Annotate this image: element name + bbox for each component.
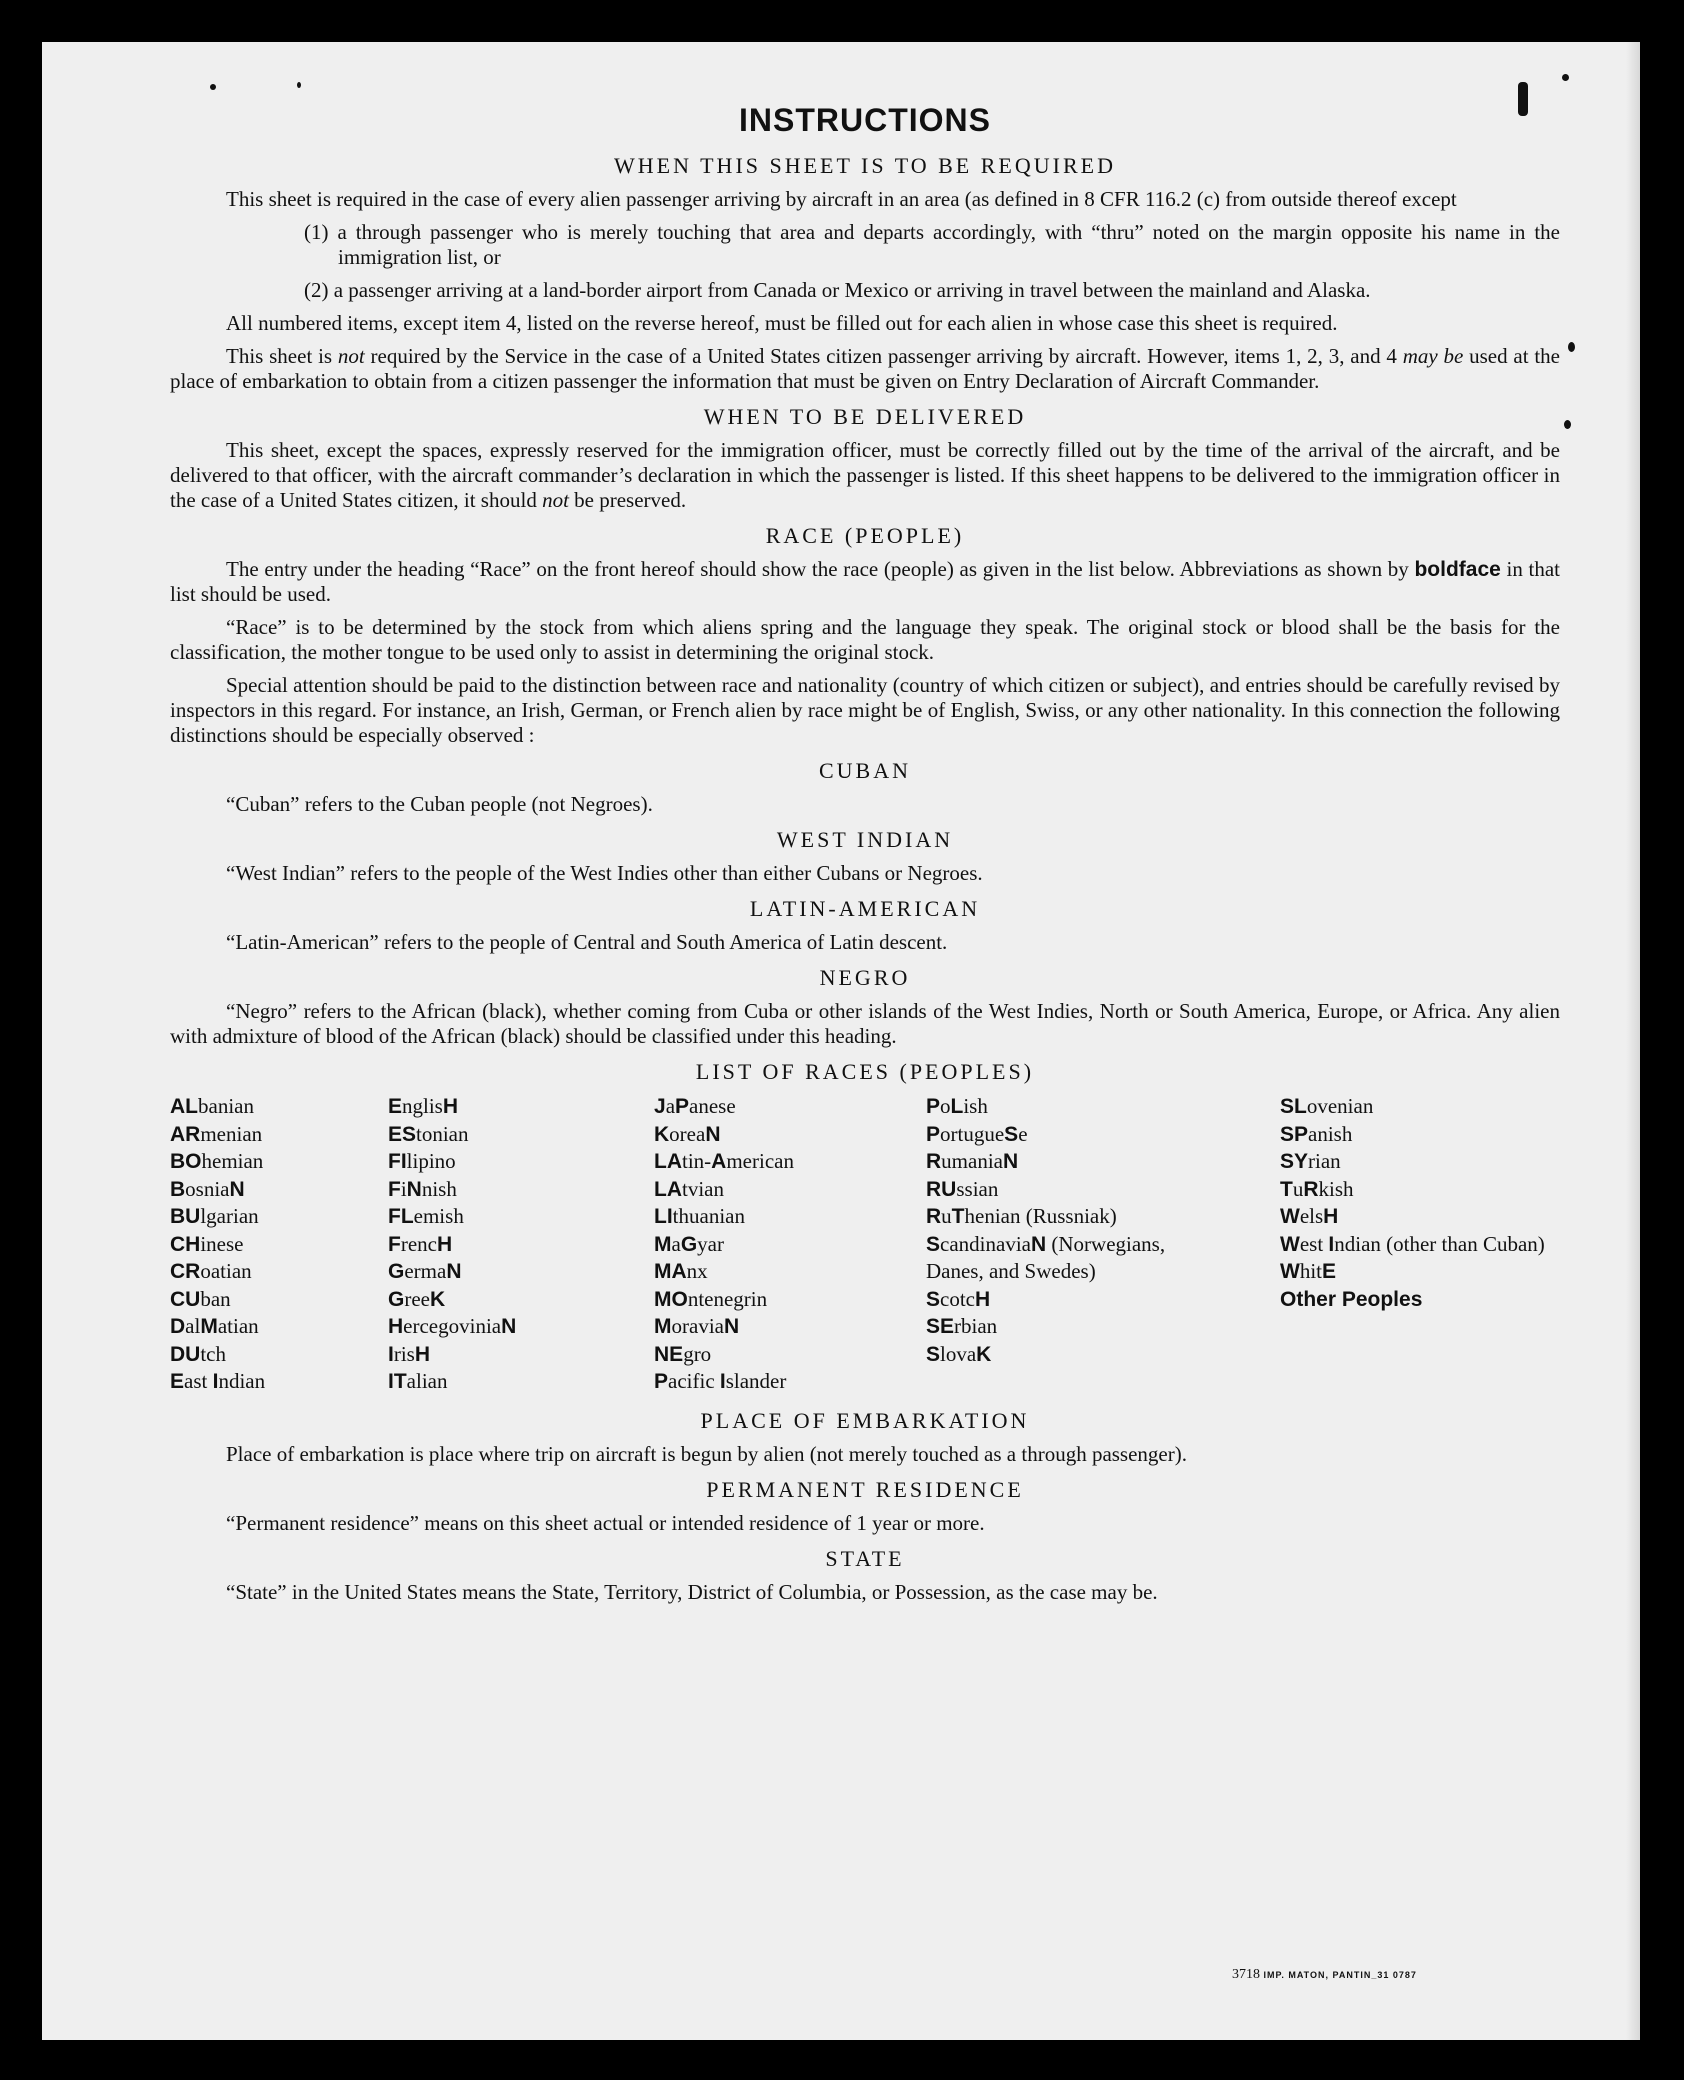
paragraph-numbered-items: All numbered items, except item 4, listed on the reverse hereof, must be filled out for each alien in whose case this sheet is required. bbox=[226, 311, 1338, 335]
speck bbox=[1568, 342, 1575, 352]
race-abbreviation: FI bbox=[388, 1150, 407, 1173]
race-entry bbox=[388, 1313, 608, 1341]
race-entry bbox=[654, 1203, 884, 1231]
race-text: tch bbox=[200, 1341, 226, 1366]
race-entry bbox=[654, 1148, 884, 1176]
race-abbreviation: N bbox=[1002, 1150, 1019, 1173]
race-text: candinavia bbox=[940, 1231, 1031, 1256]
race-abbreviation: T bbox=[1280, 1177, 1293, 1201]
race-text: ortugue bbox=[940, 1121, 1005, 1146]
race-entry bbox=[170, 1093, 370, 1121]
race-entry bbox=[388, 1203, 608, 1231]
race-text: els bbox=[1299, 1204, 1324, 1228]
race-text: anish bbox=[1308, 1121, 1353, 1146]
race-abbreviation: LA bbox=[654, 1177, 682, 1201]
race-entry bbox=[926, 1121, 1226, 1149]
paragraph-required: This sheet is required in the case of every alien passenger arriving by aircraft in an area (as defined in 8 CFR 116.2 (c) from outside thereof except bbox=[226, 187, 1457, 211]
races-column-5 bbox=[1280, 1093, 1560, 1313]
heading-race: RACE (PEOPLE) bbox=[765, 523, 965, 548]
race-abbreviation: AL bbox=[170, 1095, 198, 1118]
race-text: umania bbox=[941, 1149, 1003, 1173]
race-abbreviation: CH bbox=[170, 1232, 201, 1256]
race-abbreviation: NE bbox=[654, 1342, 684, 1366]
race-text: rian bbox=[1308, 1149, 1341, 1173]
paragraph-west-indian: “West Indian” refers to the people of the West Indies other than either Cubans or Negroes. bbox=[226, 861, 983, 885]
race-entry bbox=[926, 1176, 1226, 1204]
race-abbreviation: P bbox=[654, 1370, 669, 1393]
race-entry bbox=[1280, 1176, 1560, 1204]
race-abbreviation: G bbox=[680, 1232, 698, 1256]
race-text: ntenegrin bbox=[687, 1286, 768, 1311]
race-entry bbox=[388, 1121, 608, 1149]
race-text: lova bbox=[940, 1341, 977, 1366]
race-abbreviation: T bbox=[951, 1205, 965, 1228]
paragraph-residence: “Permanent residence” means on this sheet actual or intended residence of 1 year or more. bbox=[226, 1511, 985, 1535]
race-entry bbox=[654, 1231, 884, 1259]
race-entry bbox=[388, 1148, 608, 1176]
race-text: menian bbox=[200, 1121, 263, 1146]
race-abbreviation: P bbox=[675, 1095, 690, 1118]
race-abbreviation: I bbox=[388, 1342, 394, 1366]
paragraph-negro: “Negro” refers to the African (black), whether coming from Cuba or other islands of the West Indies, North or South America, Europe, or Africa. Any alien with admixture of blood of the African (black) should be classified under this heading. bbox=[170, 999, 1560, 1048]
race-text: i bbox=[400, 1176, 407, 1201]
heading-list-of-races: LIST OF RACES (PEOPLES) bbox=[695, 1059, 1035, 1084]
race-entry bbox=[170, 1313, 370, 1341]
race-entry bbox=[170, 1148, 370, 1176]
race-entry bbox=[1280, 1231, 1560, 1259]
race-text: lgarian bbox=[200, 1204, 259, 1228]
race-text: anese bbox=[689, 1094, 736, 1118]
instructions-content bbox=[170, 102, 1560, 1613]
paragraph-race-3: Special attention should be paid to the distinction between race and nationality (country of which citizen or subject), and entries should be carefully revised by inspectors in this regard. For instance, an Irish, German, or French alien by race might be of English, Swiss, or any other nationality. In this connection the following distinctions should be especially observed : bbox=[170, 673, 1560, 747]
race-abbreviation: P bbox=[926, 1095, 941, 1118]
race-text: ssian bbox=[956, 1176, 999, 1201]
race-entry bbox=[170, 1258, 370, 1286]
race-text: ndian bbox=[218, 1369, 266, 1393]
race-entry bbox=[926, 1203, 1226, 1231]
race-text: kish bbox=[1318, 1176, 1354, 1201]
race-abbreviation: SY bbox=[1280, 1150, 1309, 1173]
race-entry bbox=[654, 1258, 884, 1286]
speck bbox=[1562, 74, 1569, 81]
race-text: acific bbox=[668, 1369, 720, 1393]
race-abbreviation: FL bbox=[388, 1205, 414, 1228]
page-edge-shadow bbox=[1626, 42, 1640, 2040]
races-column-3 bbox=[654, 1093, 884, 1396]
race-abbreviation: H bbox=[414, 1342, 431, 1366]
race-abbreviation: S bbox=[1004, 1122, 1019, 1146]
race-text: slander bbox=[725, 1369, 787, 1393]
heading-state: STATE bbox=[825, 1546, 905, 1571]
race-text: lipino bbox=[406, 1149, 456, 1173]
race-abbreviation: H bbox=[442, 1095, 459, 1118]
paragraph-exception-1: (1) a through passenger who is merely touching that area and departs accordingly, with “thru” noted on the margin opposite his name in the immigration list, or bbox=[304, 220, 1560, 269]
race-entry bbox=[388, 1093, 608, 1121]
race-text: thuanian bbox=[672, 1204, 745, 1228]
race-entry bbox=[1280, 1148, 1560, 1176]
race-entry bbox=[170, 1286, 370, 1314]
paragraph-not-required: This sheet is not required by the Service in the case of a United States citizen passenger arriving by aircraft. However, items 1, 2, 3, and 4 may be used at the place of embarkation to obtain from a citizen passenger the information that must be given on Entry Declaration of Aircraft Commander. bbox=[170, 344, 1560, 393]
race-text: ovenian bbox=[1306, 1094, 1374, 1118]
paragraph-exception-2: (2) a passenger arriving at a land-border airport from Canada or Mexico or arriving in travel between the mainland and Alaska. bbox=[304, 278, 1371, 302]
document-sheet bbox=[42, 42, 1640, 2040]
race-abbreviation: LI bbox=[654, 1205, 673, 1228]
race-entry bbox=[1280, 1286, 1560, 1314]
race-abbreviation: S bbox=[926, 1232, 941, 1256]
race-entry bbox=[170, 1121, 370, 1149]
race-abbreviation: M bbox=[654, 1315, 672, 1338]
race-text: al bbox=[185, 1314, 201, 1338]
race-abbreviation: MO bbox=[654, 1287, 688, 1311]
race-entry bbox=[170, 1368, 370, 1396]
race-abbreviation: K bbox=[654, 1122, 670, 1146]
race-abbreviation: MA bbox=[654, 1260, 687, 1283]
race-abbreviation: N bbox=[501, 1315, 517, 1338]
race-text: ast bbox=[184, 1369, 213, 1393]
race-abbreviation: D bbox=[170, 1315, 186, 1338]
race-abbreviation: SL bbox=[1280, 1095, 1307, 1118]
race-abbreviation: DU bbox=[170, 1342, 201, 1366]
race-abbreviation: AR bbox=[170, 1122, 201, 1146]
race-abbreviation: N bbox=[406, 1177, 422, 1201]
paragraph-delivered: This sheet, except the spaces, expressly reserved for the immigration officer, must be correctly filled out by the time of the arrival of the aircraft, and be delivered to that officer, with the aircraft commander’s declaration in which the passenger is listed. If this sheet happens to be delivered to the immigration officer in the case of a United States citizen, it should not be preserved. bbox=[170, 438, 1560, 512]
paragraph-cuban: “Cuban” refers to the Cuban people (not Negroes). bbox=[226, 792, 653, 816]
race-abbreviation: R bbox=[926, 1205, 942, 1228]
race-text: yar bbox=[697, 1231, 724, 1256]
race-text: ercegovinia bbox=[403, 1314, 502, 1338]
race-abbreviation: A bbox=[711, 1150, 727, 1173]
race-abbreviation: N bbox=[446, 1260, 462, 1283]
race-abbreviation: G bbox=[388, 1260, 405, 1283]
race-abbreviation: W bbox=[1280, 1205, 1300, 1228]
race-text: henian (Russniak) bbox=[964, 1204, 1117, 1228]
race-abbreviation: F bbox=[388, 1232, 401, 1256]
speck bbox=[210, 84, 216, 90]
race-text: o bbox=[940, 1094, 951, 1118]
race-entry bbox=[388, 1341, 608, 1369]
race-text: ban bbox=[200, 1286, 231, 1311]
race-entry bbox=[1280, 1121, 1560, 1149]
race-text: tvian bbox=[682, 1176, 724, 1201]
printer-mark: IMP. MATON, PANTIN_31 0787 bbox=[1263, 1970, 1417, 1980]
race-text: alian bbox=[406, 1369, 448, 1393]
race-text: nglis bbox=[402, 1094, 443, 1118]
race-abbreviation: H bbox=[388, 1315, 404, 1338]
footer-print-mark bbox=[1232, 1967, 1417, 1983]
race-text: nish bbox=[421, 1176, 457, 1201]
heading-when-delivered: WHEN TO BE DELIVERED bbox=[703, 404, 1027, 429]
race-text: osnia bbox=[185, 1176, 230, 1201]
race-abbreviation: N bbox=[1030, 1232, 1047, 1256]
race-entry bbox=[926, 1286, 1226, 1314]
race-abbreviation: E bbox=[170, 1370, 185, 1393]
race-abbreviation: BU bbox=[170, 1205, 201, 1228]
race-entry bbox=[388, 1258, 608, 1286]
race-entry bbox=[388, 1286, 608, 1314]
race-entry bbox=[388, 1368, 608, 1396]
race-entry bbox=[170, 1341, 370, 1369]
race-abbreviation: R bbox=[926, 1150, 942, 1173]
race-text: inese bbox=[200, 1231, 244, 1256]
race-abbreviation: N bbox=[229, 1177, 245, 1201]
race-entry bbox=[1280, 1203, 1560, 1231]
race-text: emish bbox=[413, 1204, 464, 1228]
race-entry bbox=[388, 1176, 608, 1204]
race-text: u bbox=[941, 1204, 952, 1228]
paragraph-state: “State” in the United States means the State, Territory, District of Columbia, or Possession, as the case may be. bbox=[226, 1580, 1158, 1604]
race-text: u bbox=[1292, 1176, 1304, 1201]
heading-cuban: CUBAN bbox=[818, 758, 911, 783]
race-text: renc bbox=[400, 1231, 437, 1256]
race-abbreviation: E bbox=[1322, 1260, 1337, 1283]
heading-negro: NEGRO bbox=[819, 965, 911, 990]
heading-place-of-embarkation: PLACE OF EMBARKATION bbox=[700, 1408, 1030, 1433]
race-text: hemian bbox=[201, 1149, 264, 1173]
race-text: merican bbox=[726, 1149, 794, 1173]
heading-west-indian: WEST INDIAN bbox=[776, 827, 954, 852]
race-abbreviation: N bbox=[723, 1315, 740, 1338]
paragraph-race-1: The entry under the heading “Race” on the front hereof should show the race (people) as given in the list below. Abbreviations as shown by boldface in that list should be used. bbox=[170, 557, 1561, 606]
race-abbreviation: K bbox=[429, 1287, 446, 1311]
race-abbreviation: J bbox=[654, 1095, 666, 1118]
race-abbreviation: M bbox=[654, 1232, 672, 1256]
race-entry bbox=[654, 1286, 884, 1314]
race-abbreviation: Other Peoples bbox=[1280, 1287, 1423, 1311]
race-text: tonian bbox=[416, 1121, 469, 1146]
races-column-4 bbox=[926, 1093, 1226, 1368]
race-abbreviation: M bbox=[200, 1315, 218, 1338]
race-text: banian bbox=[198, 1094, 254, 1118]
race-abbreviation: P bbox=[926, 1122, 941, 1146]
race-text: hit bbox=[1299, 1259, 1322, 1283]
race-text: cotc bbox=[940, 1286, 975, 1311]
race-entry bbox=[926, 1148, 1226, 1176]
paragraph-race-2: “Race” is to be determined by the stock from which aliens spring and the language they speak. The original stock or blood shall be the basis for the classification, the mother tongue to be used only to assist in determining the original stock. bbox=[170, 615, 1560, 664]
race-abbreviation: I bbox=[212, 1370, 219, 1393]
race-entry bbox=[170, 1231, 370, 1259]
race-abbreviation: H bbox=[975, 1287, 991, 1311]
race-abbreviation: L bbox=[950, 1095, 964, 1118]
race-abbreviation: SP bbox=[1280, 1122, 1309, 1146]
race-entry bbox=[654, 1093, 884, 1121]
race-text: atian bbox=[217, 1314, 259, 1338]
race-text: tin- bbox=[682, 1149, 712, 1173]
race-text: oravia bbox=[671, 1314, 724, 1338]
race-entry bbox=[926, 1231, 1226, 1286]
race-abbreviation: W bbox=[1280, 1232, 1300, 1256]
race-text: nx bbox=[686, 1259, 708, 1283]
race-abbreviation: N bbox=[705, 1122, 721, 1146]
speck bbox=[1564, 420, 1571, 429]
race-text: (Norwegians, Danes, and Swedes) bbox=[926, 1231, 1166, 1283]
race-abbreviation: LA bbox=[654, 1150, 682, 1173]
race-entry bbox=[654, 1313, 884, 1341]
races-list bbox=[170, 1093, 1560, 1398]
race-entry bbox=[926, 1093, 1226, 1121]
race-text: rbian bbox=[954, 1314, 998, 1338]
race-text: a bbox=[671, 1231, 681, 1256]
race-abbreviation: S bbox=[926, 1342, 941, 1366]
race-text: a bbox=[665, 1094, 676, 1118]
race-entry bbox=[170, 1203, 370, 1231]
race-text: ris bbox=[393, 1341, 415, 1366]
race-abbreviation: R bbox=[1303, 1177, 1319, 1201]
race-entry bbox=[926, 1313, 1226, 1341]
race-abbreviation: ES bbox=[388, 1122, 417, 1146]
race-abbreviation: IT bbox=[388, 1370, 407, 1393]
race-entry bbox=[926, 1341, 1226, 1369]
form-number: 3718 bbox=[1232, 1967, 1260, 1982]
race-entry bbox=[654, 1368, 884, 1396]
races-column-2 bbox=[388, 1093, 608, 1396]
race-abbreviation: B bbox=[170, 1177, 186, 1201]
race-abbreviation: F bbox=[388, 1177, 401, 1201]
race-text: ish bbox=[963, 1094, 988, 1118]
race-abbreviation: H bbox=[1323, 1205, 1339, 1228]
race-abbreviation: I bbox=[1328, 1232, 1335, 1256]
race-entry bbox=[170, 1176, 370, 1204]
race-abbreviation: G bbox=[388, 1287, 405, 1311]
race-entry bbox=[1280, 1093, 1560, 1121]
race-entry bbox=[654, 1176, 884, 1204]
races-column-1 bbox=[170, 1093, 370, 1396]
race-abbreviation: W bbox=[1280, 1260, 1300, 1283]
page-title: INSTRUCTIONS bbox=[739, 102, 991, 138]
race-abbreviation: CR bbox=[170, 1260, 201, 1283]
race-abbreviation: RU bbox=[926, 1177, 957, 1201]
race-entry bbox=[1280, 1258, 1560, 1286]
speck bbox=[297, 82, 301, 88]
race-abbreviation: BO bbox=[170, 1150, 202, 1173]
race-abbreviation: H bbox=[436, 1232, 453, 1256]
race-text: ndian (other than Cuban) bbox=[1334, 1231, 1545, 1256]
race-abbreviation: S bbox=[926, 1287, 941, 1311]
race-entry bbox=[654, 1121, 884, 1149]
race-abbreviation: I bbox=[719, 1370, 726, 1393]
paragraph-embarkation: Place of embarkation is place where trip on aircraft is begun by alien (not merely touched as a through passenger). bbox=[226, 1442, 1187, 1466]
heading-permanent-residence: PERMANENT RESIDENCE bbox=[706, 1477, 1024, 1502]
race-text: erma bbox=[404, 1259, 447, 1283]
heading-latin-american: LATIN-AMERICAN bbox=[749, 896, 981, 921]
paragraph-latin-american: “Latin-American” refers to the people of Central and South America of Latin descent. bbox=[226, 930, 948, 954]
race-entry bbox=[654, 1341, 884, 1369]
race-abbreviation: K bbox=[976, 1342, 992, 1366]
race-abbreviation: E bbox=[388, 1095, 403, 1118]
heading-when-required: WHEN THIS SHEET IS TO BE REQUIRED bbox=[614, 153, 1116, 178]
race-entry bbox=[388, 1231, 608, 1259]
race-text: oatian bbox=[200, 1259, 252, 1283]
race-abbreviation: SE bbox=[926, 1315, 955, 1338]
race-abbreviation: CU bbox=[170, 1287, 201, 1311]
race-text: e bbox=[1018, 1121, 1028, 1146]
race-text: gro bbox=[683, 1341, 712, 1366]
race-text: ree bbox=[404, 1286, 430, 1311]
race-text: est bbox=[1299, 1231, 1329, 1256]
race-text: orea bbox=[669, 1121, 706, 1146]
